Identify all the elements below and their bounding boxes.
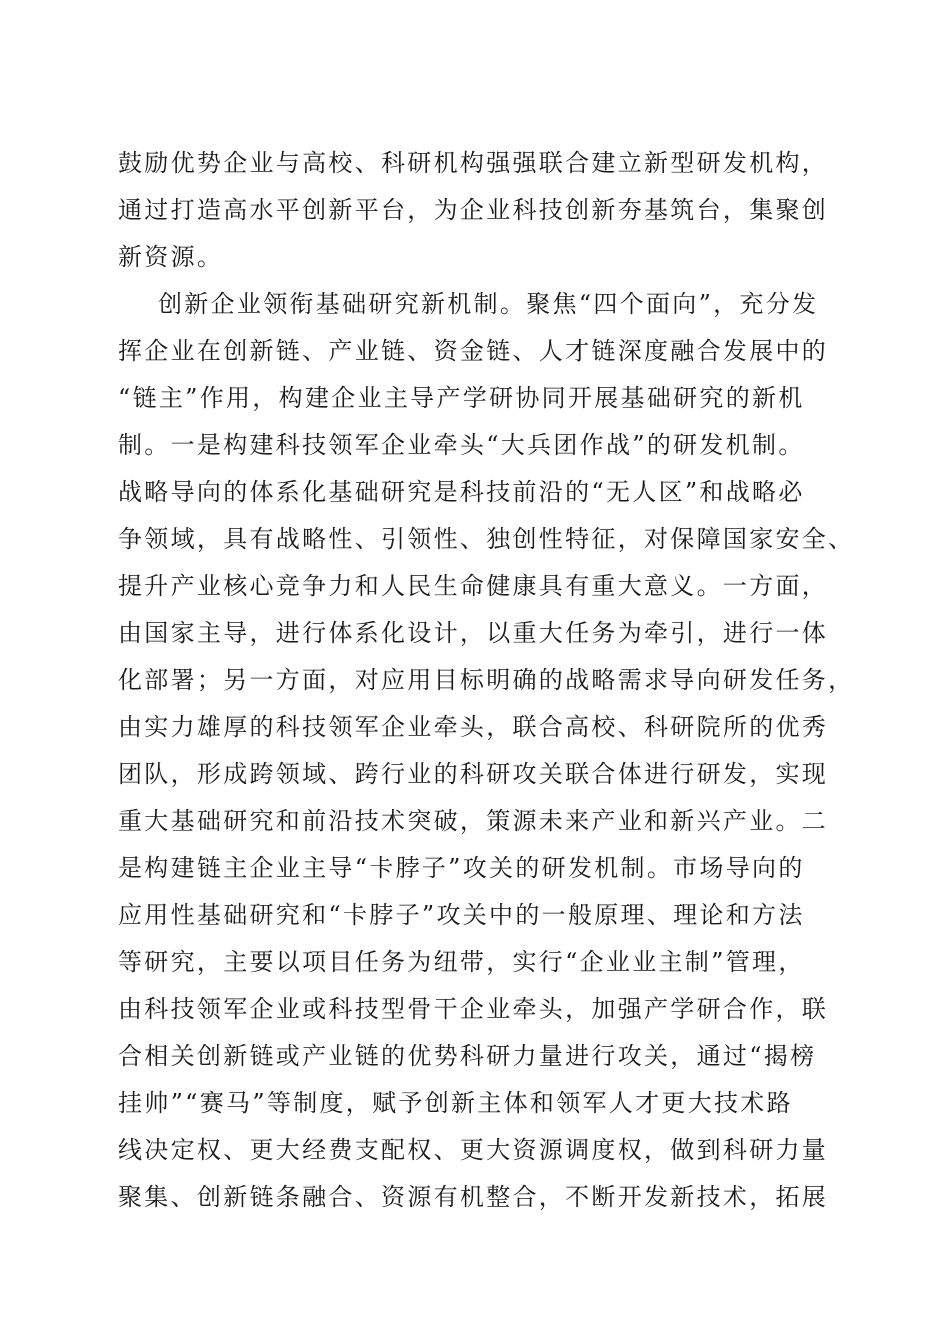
text-line: 是构建链主企业主导“卡脖子”攻关的研发机制。市场导向的 [118, 854, 805, 882]
text-line: 制。一是构建科技领军企业牵头“大兵团作战”的研发机制。 [118, 431, 805, 459]
body-text [118, 140, 855, 1221]
text-line: 提升产业核心竞争力和人民生命健康具有重大意义。一方面， [118, 572, 829, 600]
text-line: 新资源。 [118, 243, 224, 271]
text-line: 线决定权、更大经费支配权、更大资源调度权，做到科研力量 [118, 1136, 829, 1164]
text-line: 通过打造高水平创新平台，为企业科技创新夯基筑台，集聚创 [118, 196, 829, 224]
text-line: 由科技领军企业或科技型骨干企业牵头，加强产学研合作，联 [118, 995, 829, 1023]
text-line: 战略导向的体系化基础研究是科技前沿的“无人区”和战略必 [118, 478, 805, 506]
text-line: 挂帅”“赛马”等制度，赋予创新主体和领军人才更大技术路 [118, 1089, 793, 1117]
text-line: 合相关创新链或产业链的优势科研力量进行攻关，通过“揭榜 [118, 1042, 817, 1070]
text-line: 等研究，主要以项目任务为纽带，实行“企业业主制”管理， [118, 948, 805, 976]
text-line: 化部署；另一方面，对应用目标明确的战略需求导向研发任务， [118, 666, 855, 694]
paragraph-first-line: 创新企业领衔基础研究新机制。聚焦“四个面向”，充分发 [158, 290, 819, 318]
text-line: 团队，形成跨领域、跨行业的科研攻关联合体进行研发，实现 [118, 760, 829, 788]
text-line: 鼓励优势企业与高校、科研机构强强联合建立新型研发机构， [118, 149, 829, 177]
text-line: 挥企业在创新链、产业链、资金链、人才链深度融合发展中的 [118, 337, 829, 365]
text-line: 争领域，具有战略性、引领性、独创性特征，对保障国家安全、 [118, 525, 855, 553]
text-line: 应用性基础研究和“卡脖子”攻关中的一般原理、理论和方法 [118, 901, 805, 929]
text-line: “链主”作用，构建企业主导产学研协同开展基础研究的新机 [118, 384, 805, 412]
text-line: 由实力雄厚的科技领军企业牵头，联合高校、科研院所的优秀 [118, 713, 829, 741]
text-line: 聚集、创新链条融合、资源有机整合，不断开发新技术，拓展 [118, 1183, 829, 1211]
text-line: 由国家主导，进行体系化设计，以重大任务为牵引，进行一体 [118, 619, 829, 647]
text-line: 重大基础研究和前沿技术突破，策源未来产业和新兴产业。二 [118, 807, 829, 835]
